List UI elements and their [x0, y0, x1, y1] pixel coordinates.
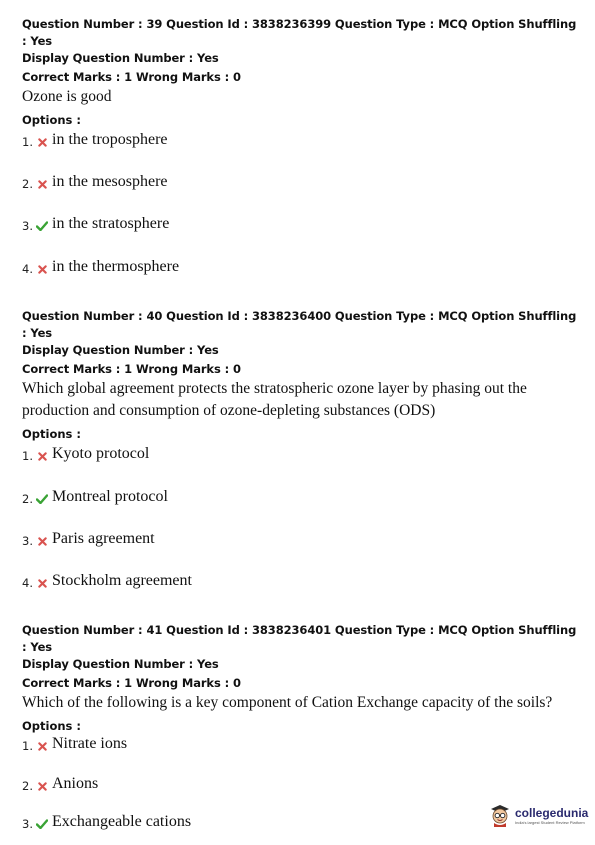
option-number: 3.: [22, 219, 33, 233]
option-number: 3.: [22, 534, 33, 548]
options-label: Options :: [22, 427, 81, 441]
question-text: Which of the following is a key component of Cation Exchange capacity of the soils?: [22, 694, 553, 711]
option-4: [22, 568, 192, 592]
question-block-39: [22, 16, 582, 299]
cross-icon: [36, 177, 48, 193]
option-3: [22, 211, 169, 235]
question-block-40: [22, 308, 582, 613]
check-icon: [36, 817, 48, 833]
option-4: [22, 254, 179, 278]
marks-line: Correct Marks : 1 Wrong Marks : 0: [22, 676, 241, 690]
question-meta: Question Number : 40 Question Id : 3838236400 Question Type : MCQ Option Shuffling : Yes: [22, 309, 577, 340]
option-text: Kyoto protocol: [52, 445, 150, 462]
logo-name: collegedunia: [515, 805, 589, 820]
option-number: 2.: [22, 177, 33, 191]
collegedunia-logo: [488, 800, 588, 832]
option-text: Anions: [52, 775, 99, 792]
cross-icon: [36, 449, 48, 465]
option-number: 2.: [22, 779, 33, 793]
option-text: in the mesosphere: [52, 173, 168, 190]
option-2: [22, 771, 98, 795]
cross-icon: [36, 534, 48, 550]
display-question-number: Display Question Number : Yes: [22, 51, 219, 65]
options-label: Options :: [22, 719, 81, 733]
option-1: [22, 441, 149, 465]
option-text: Nitrate ions: [52, 735, 128, 752]
option-text: Stockholm agreement: [52, 572, 192, 589]
cross-icon: [36, 739, 48, 755]
options-label: Options :: [22, 113, 81, 127]
option-number: 4.: [22, 576, 33, 590]
question-text: Ozone is good: [22, 88, 112, 105]
option-2: [22, 169, 168, 193]
logo-tagline: India's largest Student Review Platform: [515, 819, 585, 825]
option-number: 1.: [22, 739, 33, 753]
question-text-line-1: Which global agreement protects the stratospheric ozone layer by phasing out the: [22, 380, 527, 397]
option-number: 3.: [22, 817, 33, 831]
option-1: [22, 731, 127, 755]
option-1: [22, 127, 168, 151]
option-text: in the stratosphere: [52, 215, 170, 232]
marks-line: Correct Marks : 1 Wrong Marks : 0: [22, 70, 241, 84]
check-icon: [36, 219, 48, 235]
option-3: [22, 526, 155, 550]
option-2: [22, 484, 168, 508]
option-text: in the thermosphere: [52, 258, 180, 275]
option-number: 1.: [22, 449, 33, 463]
question-meta: Question Number : 41 Question Id : 3838236401 Question Type : MCQ Option Shuffling : Yes: [22, 623, 577, 654]
option-text: Exchangeable cations: [52, 813, 192, 830]
option-text: Montreal protocol: [52, 488, 168, 505]
option-text: in the troposphere: [52, 131, 168, 148]
logo-text: [515, 807, 588, 826]
cross-icon: [36, 262, 48, 278]
display-question-number: Display Question Number : Yes: [22, 343, 219, 357]
question-meta: Question Number : 39 Question Id : 3838236399 Question Type : MCQ Option Shuffling : Yes: [22, 17, 577, 48]
option-3: [22, 809, 191, 833]
option-number: 1.: [22, 135, 33, 149]
check-icon: [36, 492, 48, 508]
question-text-line-2: production and consumption of ozone-depleting substances (ODS): [22, 402, 436, 419]
option-number: 2.: [22, 492, 33, 506]
display-question-number: Display Question Number : Yes: [22, 657, 219, 671]
marks-line: Correct Marks : 1 Wrong Marks : 0: [22, 362, 241, 376]
cross-icon: [36, 779, 48, 795]
mascot-icon: [488, 801, 512, 832]
option-text: Paris agreement: [52, 530, 155, 547]
cross-icon: [36, 576, 48, 592]
option-number: 4.: [22, 262, 33, 276]
cross-icon: [36, 135, 48, 151]
